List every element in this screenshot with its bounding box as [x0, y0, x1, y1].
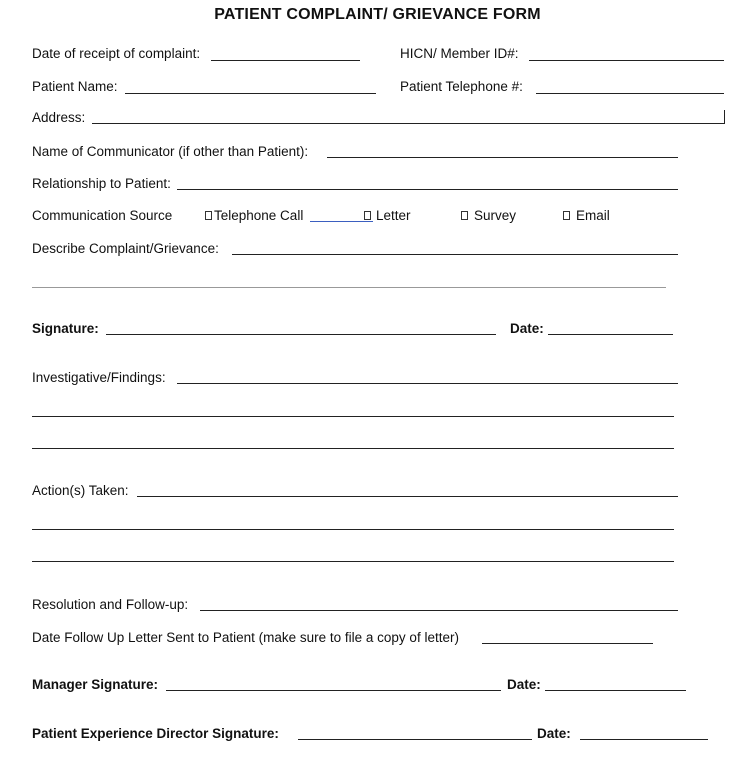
communicator-label: Name of Communicator (if other than Patient):: [32, 144, 309, 159]
describe-field-line-2[interactable]: [32, 287, 666, 288]
relationship-field[interactable]: [177, 189, 678, 190]
actions-field-line-3[interactable]: [32, 561, 674, 562]
patient-name-label: Patient Name:: [32, 79, 118, 94]
followup-letter-label: Date Follow Up Letter Sent to Patient (make sure to file a copy of letter): [32, 630, 459, 645]
patient-phone-field[interactable]: [536, 93, 724, 94]
signature-field[interactable]: [106, 334, 496, 335]
survey-checkbox[interactable]: [461, 211, 468, 220]
hicn-label: HICN/ Member ID#:: [400, 46, 519, 61]
form-title: PATIENT COMPLAINT/ GRIEVANCE FORM: [214, 6, 541, 23]
patient-name-field[interactable]: [125, 93, 376, 94]
survey-label: Survey: [474, 208, 517, 223]
director-date-field[interactable]: [580, 739, 708, 740]
telephone-underline: [310, 221, 373, 222]
investigative-field-line-2[interactable]: [32, 416, 674, 417]
actions-field-line-2[interactable]: [32, 529, 674, 530]
director-date-label: Date:: [537, 726, 571, 741]
letter-label: Letter: [376, 208, 411, 223]
signature-date-field[interactable]: [548, 334, 673, 335]
followup-letter-field[interactable]: [482, 643, 653, 644]
signature-label: Signature:: [32, 321, 99, 336]
relationship-label: Relationship to Patient:: [32, 176, 171, 191]
describe-field[interactable]: [232, 254, 678, 255]
investigative-label: Investigative/Findings:: [32, 370, 166, 385]
date-receipt-label: Date of receipt of complaint:: [32, 46, 201, 61]
address-label: Address:: [32, 110, 86, 125]
comm-source-label: Communication Source: [32, 208, 173, 223]
telephone-checkbox[interactable]: [205, 211, 212, 220]
resolution-field[interactable]: [200, 610, 678, 611]
actions-label: Action(s) Taken:: [32, 483, 129, 498]
manager-signature-field[interactable]: [166, 690, 501, 691]
signature-date-label: Date:: [510, 321, 544, 336]
investigative-field[interactable]: [177, 383, 678, 384]
resolution-label: Resolution and Follow-up:: [32, 597, 189, 612]
address-field[interactable]: [92, 123, 725, 124]
telephone-label: Telephone Call: [214, 208, 304, 223]
manager-signature-label: Manager Signature:: [32, 677, 159, 692]
hicn-field[interactable]: [529, 60, 724, 61]
manager-date-label: Date:: [507, 677, 541, 692]
director-signature-field[interactable]: [298, 739, 532, 740]
investigative-field-line-3[interactable]: [32, 448, 674, 449]
manager-date-field[interactable]: [545, 690, 686, 691]
address-field-end: [724, 110, 725, 124]
director-signature-label: Patient Experience Director Signature:: [32, 726, 279, 741]
patient-phone-label: Patient Telephone #:: [400, 79, 523, 94]
actions-field[interactable]: [137, 496, 678, 497]
describe-label: Describe Complaint/Grievance:: [32, 241, 219, 256]
email-label: Email: [576, 208, 610, 223]
email-checkbox[interactable]: [563, 211, 570, 220]
date-receipt-field[interactable]: [211, 60, 360, 61]
communicator-field[interactable]: [327, 157, 678, 158]
letter-checkbox[interactable]: [364, 211, 371, 220]
